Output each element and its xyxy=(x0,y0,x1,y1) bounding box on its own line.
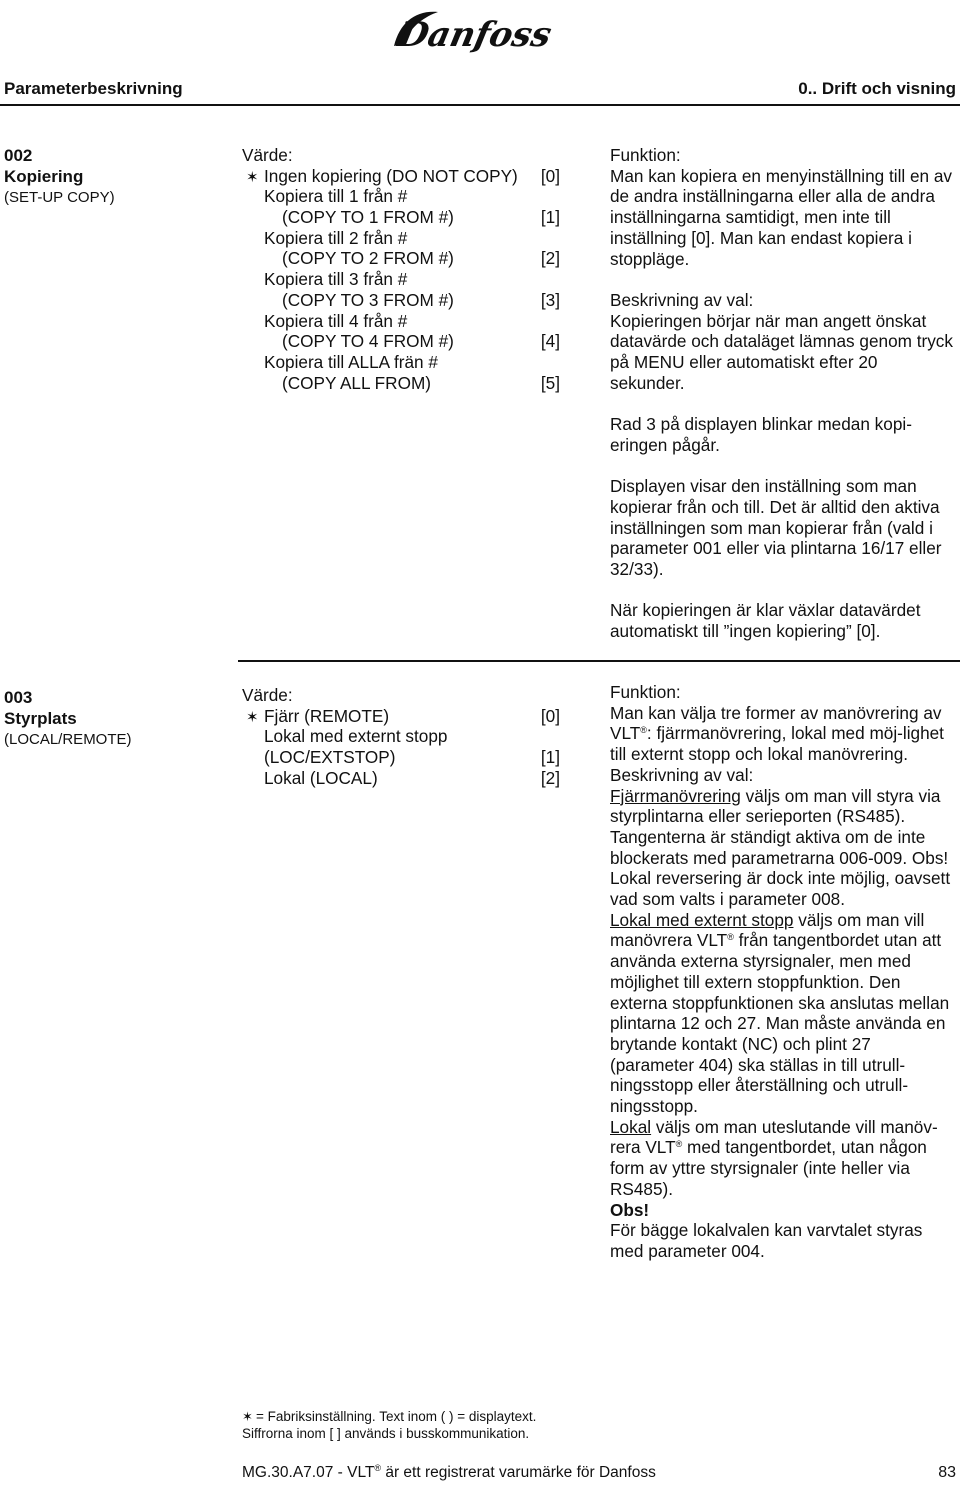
option-row: Kopiera till 4 från # xyxy=(264,310,408,331)
description-paragraph: Kopieringen börjar när man angett önskat datavärde och dataläget lämnas genom tryck på MENU eller automatiskt efter 20 sekunder. xyxy=(610,310,953,393)
param-002-values xyxy=(242,145,560,393)
extstop-term: Lokal med externt stopp xyxy=(610,909,794,930)
option-row: Lokal med externt stopp xyxy=(264,726,448,747)
footer-trademark: MG.30.A7.07 - VLT® är ett registrerat varumärke för Danfoss xyxy=(242,1463,656,1481)
obs-label: Obs! xyxy=(610,1199,650,1220)
param-003-values xyxy=(242,685,560,788)
option-row: (LOC/EXTSTOP) [1] xyxy=(264,747,560,768)
footnote: ✶ = Fabriksinställning. Text inom ( ) = displaytext. Siffrorna inom [ ] används i busskommunikation. xyxy=(242,1409,537,1441)
remote-description: Fjärrmanövrering väljs om man vill styra via styrplintarna eller serieporten (RS485). Tangenterna är ständigt aktiva om de inte blockerats med parametrarna 006-009. Obs! Lokal reversering är dock inte möjlig, oavsett vad som valts i parameter 008. xyxy=(610,785,951,910)
param-number: 002 xyxy=(4,146,33,165)
danfoss-logo-graphic xyxy=(386,2,555,62)
option-row: Kopiera till 1 från # xyxy=(264,186,408,207)
factory-default-star-icon: ✶ xyxy=(246,708,259,726)
chapter-title: 0.. Drift och visning xyxy=(798,79,956,98)
param-003-label xyxy=(4,687,132,750)
option-row: (COPY TO 1 FROM #) [1] xyxy=(282,207,560,228)
function-text: Man kan kopiera en menyinställning till en av de andra inställningarna eller alla de andra inställningarna samtidigt, men inte till inställning [0]. Man kan endast kopiera i stoppläge. xyxy=(610,165,953,269)
description-heading: Beskrivning av val: xyxy=(610,289,754,310)
section-divider xyxy=(238,660,960,662)
extstop-description: Lokal med externt stopp väljs om man vill manövrera VLT® från tangentbordet utan att använda externa styrsignaler, men med möjlighet till extern stoppfunktion. Den externa stoppfunktionen ska anslutas mellan plintarna 12 och 27. Man måste använda en brytande kontakt (NC) och plint 27 xyxy=(610,909,950,1054)
danfoss-wordmark: Danfoss xyxy=(394,15,555,55)
factory-default-star-icon: ✶ xyxy=(246,168,259,186)
description-heading: Beskrivning av val: xyxy=(610,764,754,785)
param-number: 003 xyxy=(4,688,33,707)
option-row: ✶ Ingen kopiering (DO NOT COPY) [0] xyxy=(242,166,560,187)
option-row: Kopiera till 2 från # xyxy=(264,227,408,248)
option-row: Lokal (LOCAL) [2] xyxy=(264,767,560,788)
page-number: 83 xyxy=(938,1464,956,1481)
description-paragraph: När kopieringen är klar växlar datavärdet automatiskt till ”ingen kopiering” [0]. xyxy=(610,600,921,642)
danfoss-logo xyxy=(386,2,555,62)
function-text: Man kan välja tre former av manövrering av VLT®: fjärrmanövrering, lokal med möj-lighet till externt stopp och lokal manövrering. xyxy=(610,702,944,765)
param-002-description xyxy=(610,145,955,642)
local-term: Lokal xyxy=(610,1116,652,1137)
obs-text: För bägge lokalvalen kan varvtalet styras med parameter 004. xyxy=(610,1220,923,1261)
description-paragraph: Rad 3 på displayen blinkar medan kopi-eringen pågår. xyxy=(610,414,912,455)
param-name: Styrplats xyxy=(4,709,77,728)
param-display-text: (SET-UP COPY) xyxy=(4,189,115,206)
section-title: Parameterbeskrivning xyxy=(4,79,183,98)
remote-term: Fjärrmanövrering xyxy=(610,785,741,806)
function-heading: Funktion: xyxy=(610,145,681,165)
option-row: ✶ Fjärr (REMOTE) [0] xyxy=(242,706,560,727)
option-row: (COPY TO 2 FROM #) [2] xyxy=(282,248,560,269)
description-paragraph: Displayen visar den inställning som man kopierar från och till. Det är alltid den aktiva inställningen som man kopierar från (vald i parameter 001 eller via plintarna 16/17 eller 32/33). xyxy=(610,476,942,580)
extstop-param-note: (parameter 404) ska ställas in till utrull-ningsstopp eller återställning och utrull-ningsstopp. xyxy=(610,1054,909,1117)
function-heading: Funktion: xyxy=(610,682,681,702)
param-name: Kopiering xyxy=(4,167,84,186)
option-row: Kopiera till 3 från # xyxy=(264,269,408,290)
value-heading: Värde: xyxy=(242,145,293,165)
header-rule xyxy=(0,104,960,106)
option-row: (COPY ALL FROM) [5] xyxy=(282,372,560,393)
param-002-label xyxy=(4,145,115,208)
option-row: (COPY TO 4 FROM #) [4] xyxy=(282,331,560,352)
option-row: Kopiera till ALLA frän # xyxy=(264,351,438,372)
local-description: Lokal väljs om man uteslutande vill manöv-rera VLT® med tangentbordet, utan någon form av yttre styrsignaler (inte heller via RS485). xyxy=(610,1116,938,1199)
factory-default-star-icon: ✶ xyxy=(242,1409,253,1424)
option-row: (COPY TO 3 FROM #) [3] xyxy=(282,289,560,310)
param-display-text: (LOCAL/REMOTE) xyxy=(4,731,132,748)
value-heading: Värde: xyxy=(242,685,293,705)
param-003-description xyxy=(610,682,955,1262)
